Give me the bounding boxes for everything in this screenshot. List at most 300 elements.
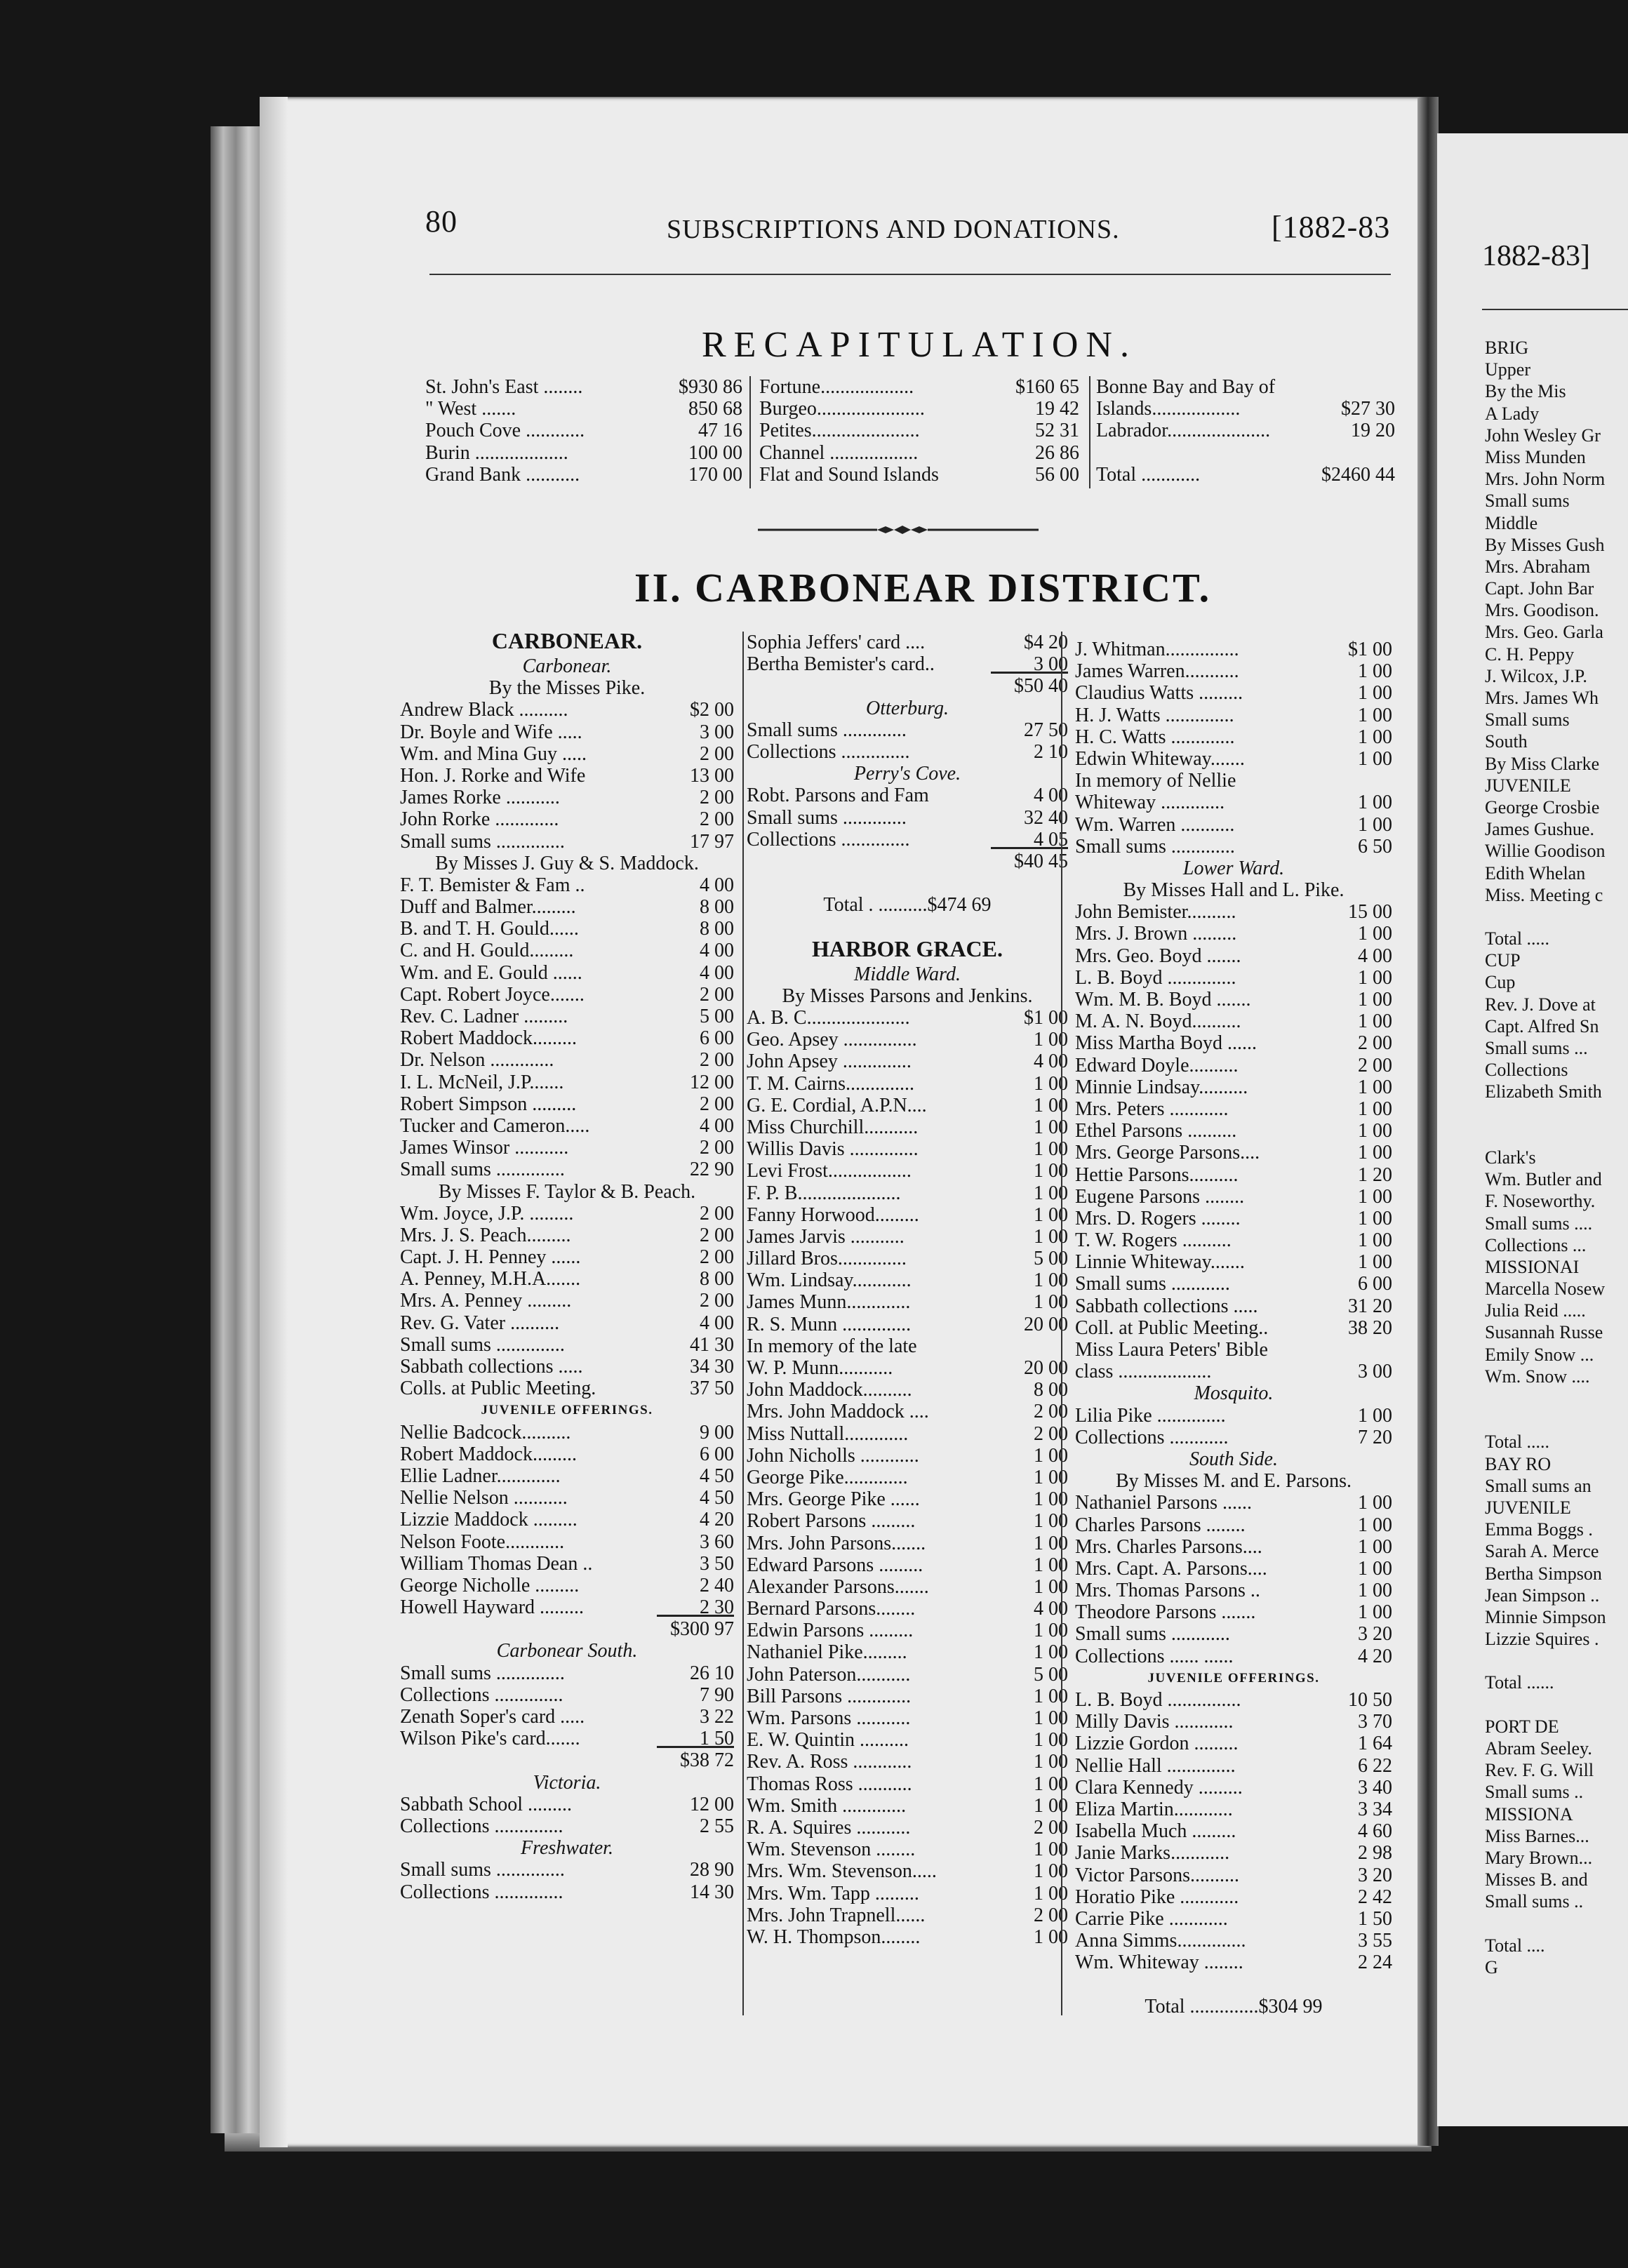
entry-name: Lizzie Gordon ......... (1075, 1733, 1239, 1755)
recap-row (759, 398, 1079, 420)
entry-name: Bill Parsons ............. (747, 1685, 912, 1707)
list-item (1075, 814, 1392, 836)
list-item (1075, 1865, 1392, 1886)
entry-name: I. L. McNeil, J.P....... (400, 1071, 564, 1093)
right-page-line: Marcella Nosew (1485, 1279, 1606, 1300)
right-page-line: Rev. F. G. Will (1485, 1760, 1594, 1781)
right-page-line: Mrs. James Wh (1485, 688, 1599, 708)
entry-name: Collections .............. (747, 740, 910, 763)
district-title: II. CARBONEAR DISTRICT. (634, 565, 1212, 611)
subsection-heading: Victoria. (533, 1771, 601, 1794)
recap-row (1096, 420, 1395, 441)
list-item (747, 1291, 1068, 1313)
right-page-line: MISSIONAI (1485, 1256, 1580, 1277)
list-item (1075, 1229, 1392, 1251)
list-item (747, 1050, 1068, 1072)
list-item (1075, 1820, 1392, 1842)
recap-divider-1 (749, 376, 751, 488)
right-page-line: MISSIONA (1485, 1803, 1573, 1825)
right-page-line: Julia Reid ..... (1485, 1300, 1586, 1321)
right-page-line (1485, 1913, 1628, 1935)
right-page-line: South (1485, 731, 1528, 752)
right-page-line: Susannah Russe (1485, 1322, 1603, 1343)
right-page-line (1485, 1650, 1628, 1672)
right-page-column (1485, 337, 1628, 1978)
entry-name: Isabella Much ......... (1075, 1820, 1236, 1843)
collector-heading: By the Misses Pike. (488, 677, 646, 700)
right-page-line: Lizzie Squires . (1485, 1629, 1599, 1650)
column-1 (400, 630, 734, 1903)
subsection-heading: Carbonear South. (496, 1640, 638, 1662)
entry-name: Wm. and Mina Guy ..... (400, 742, 587, 765)
entry-amount: 2 00 (1034, 1422, 1068, 1445)
entry-name: Alexander Parsons....... (747, 1575, 929, 1598)
right-page-line: Edith Whelan (1485, 862, 1586, 883)
recap-title: RECAPITULATION. (702, 325, 1137, 365)
entry-name: Miss Laura Peters' Bible (1075, 1339, 1268, 1361)
list-item (400, 1378, 734, 1399)
entry-name: F. P. B..................... (747, 1182, 901, 1204)
right-page-line: Miss. Meeting c (1485, 884, 1603, 905)
entry-amount: 1 00 (1034, 1160, 1068, 1182)
entry-amount: 6 00 (1358, 1273, 1392, 1295)
entry-name: Mrs. John Trapnell...... (747, 1904, 926, 1926)
list-item (400, 1115, 734, 1137)
list-item (400, 1815, 734, 1837)
entry-name: Miss Churchill........... (747, 1116, 919, 1138)
list-item (400, 1575, 734, 1596)
entry-name: Mrs. John Maddock .... (747, 1401, 929, 1423)
entry-name: Sabbath collections ..... (400, 1356, 583, 1378)
entry-amount: 2 00 (700, 787, 734, 809)
list-item (400, 1881, 734, 1903)
entry-name: Wm. Smith ............. (747, 1794, 907, 1817)
entry-name: Edwin Parsons ......... (747, 1620, 914, 1642)
entry-amount: 2 00 (1034, 1904, 1068, 1926)
entry-amount: 1 00 (1034, 1860, 1068, 1883)
entry-amount: 3 20 (1358, 1864, 1392, 1886)
entry-name: Whiteway ............. (1075, 792, 1225, 814)
entry-amount: 4 05 (1034, 828, 1068, 850)
recap-item-name: Channel .................. (759, 441, 919, 464)
list-item (400, 1268, 734, 1290)
entry-amount: 7 90 (700, 1683, 734, 1706)
entry-name: John Rorke ............. (400, 808, 559, 831)
entry-amount: 41 30 (690, 1333, 734, 1356)
right-page-line: Cup (1485, 972, 1516, 993)
subsection-heading: Freshwater. (521, 1837, 613, 1860)
entry-name: Sabbath School ......... (400, 1793, 572, 1815)
recap-item-amount: $27 30 (1341, 398, 1395, 420)
list-item (1075, 1755, 1392, 1777)
entry-amount: $300 97 (670, 1618, 734, 1641)
list-item (1075, 1208, 1392, 1229)
entry-amount: 3 70 (1358, 1711, 1392, 1733)
entry-amount: 9 00 (700, 1421, 734, 1443)
column-divider-2 (1061, 632, 1062, 2015)
right-page-line: Bertha Simpson (1485, 1563, 1602, 1584)
right-page-line: Mrs. John Norm (1485, 469, 1606, 490)
right-page-line: Small sums ... (1485, 1038, 1588, 1058)
right-page-line: Wm. Snow .... (1485, 1366, 1590, 1387)
list-item (1075, 1427, 1392, 1448)
entry-amount: 32 40 (1024, 806, 1068, 829)
entry-amount: 2 30 (700, 1596, 734, 1619)
right-page-line: Small sums (1485, 491, 1570, 512)
column-3 (1075, 639, 1392, 2017)
recap-column-3 (1096, 376, 1395, 486)
list-item (400, 1093, 734, 1115)
right-page-line (1485, 1125, 1628, 1147)
entry-amount: 3 22 (700, 1706, 734, 1728)
entry-name: C. and H. Gould......... (400, 940, 574, 962)
entry-amount: $38 72 (680, 1749, 734, 1772)
list-item (747, 1269, 1068, 1291)
entry-amount: 1 00 (1034, 1575, 1068, 1598)
entry-name: Willis Davis .............. (747, 1138, 919, 1161)
recap-item-name: St. John's East ........ (425, 376, 583, 398)
entry-name: Small sums .............. (400, 1159, 565, 1181)
list-item (400, 1203, 734, 1225)
recap-item-name: Labrador..................... (1096, 420, 1271, 442)
entry-amount: 1 00 (1358, 726, 1392, 748)
entry-name: M. A. N. Boyd.......... (1075, 1010, 1241, 1033)
entry-amount: 1 00 (1358, 1514, 1392, 1536)
entry-name: B. and T. H. Gould...... (400, 918, 579, 940)
entry-amount: 3 00 (1034, 653, 1068, 676)
right-page-line: Jean Simpson .. (1485, 1585, 1600, 1606)
list-item (400, 1422, 734, 1443)
list-item (747, 1488, 1068, 1510)
list-item (1075, 1558, 1392, 1580)
entry-name: Milly Davis ............ (1075, 1711, 1234, 1733)
list-item (747, 1839, 1068, 1860)
list-item (1075, 1514, 1392, 1536)
list-item (747, 1686, 1068, 1707)
entry-amount: $1 00 (1024, 1007, 1068, 1029)
entry-name: Bernard Parsons........ (747, 1598, 916, 1620)
entry-amount: 26 10 (690, 1662, 734, 1684)
entry-name: Mrs. Peters ............ (1075, 1098, 1229, 1120)
entry-name: Howell Hayward ......... (400, 1596, 585, 1619)
entry-amount: 6 22 (1358, 1754, 1392, 1777)
entry-name: Mrs. D. Rogers ........ (1075, 1207, 1241, 1229)
entry-amount: 1 00 (1358, 966, 1392, 989)
entry-name: Edward Doyle.......... (1075, 1054, 1239, 1076)
entry-amount: 1 00 (1358, 682, 1392, 705)
list-item (1075, 1142, 1392, 1163)
entry-amount: 1 00 (1358, 1142, 1392, 1164)
entry-amount: 1 00 (1358, 1492, 1392, 1514)
entry-amount: 13 00 (690, 764, 734, 787)
entry-name: Ethel Parsons .......... (1075, 1120, 1237, 1142)
entry-amount: 4 00 (700, 1312, 734, 1334)
entry-name: Nellie Hall .............. (1075, 1754, 1236, 1777)
list-item (1075, 1733, 1392, 1754)
entry-amount: 2 00 (700, 1290, 734, 1312)
entry-name: Small sums ............ (1075, 1273, 1230, 1295)
list-item (1075, 1055, 1392, 1076)
list-item (400, 743, 734, 765)
right-page-line: Wm. Butler and (1485, 1169, 1602, 1190)
list-item (1075, 1405, 1392, 1427)
entry-amount: 2 10 (1034, 740, 1068, 763)
entry-amount: $50 40 (1014, 675, 1068, 698)
entry-name: Mrs. George Pike ...... (747, 1488, 920, 1511)
list-item (400, 1006, 734, 1027)
entry-amount: 1 00 (1034, 1182, 1068, 1204)
right-page-line: J. Wilcox, J.P. (1485, 665, 1587, 686)
entry-name: class ................... (1075, 1361, 1212, 1383)
entry-amount: 4 00 (700, 961, 734, 984)
list-item (400, 1662, 734, 1684)
entry-name: Mrs. Geo. Boyd ....... (1075, 945, 1241, 967)
entry-name: Claudius Watts ......... (1075, 682, 1243, 705)
list-item (1075, 682, 1392, 704)
entry-amount: 3 50 (700, 1552, 734, 1575)
recap-item-amount: 52 31 (1035, 420, 1079, 442)
entry-amount: 1 00 (1034, 1926, 1068, 1948)
right-page-line: A Lady (1485, 403, 1540, 424)
list-item (400, 896, 734, 918)
recap-row (759, 442, 1079, 464)
right-page-line: C. H. Peppy (1485, 643, 1575, 665)
entry-name: Wm. and E. Gould ...... (400, 961, 582, 984)
recap-row (759, 376, 1079, 398)
list-item (747, 1641, 1068, 1663)
entry-amount: 1 00 (1358, 747, 1392, 770)
entry-name: T. W. Rogers .......... (1075, 1229, 1232, 1252)
recap-item-amount: $2460 44 (1321, 463, 1395, 486)
list-item (1075, 770, 1392, 792)
right-page-line: Emily Snow ... (1485, 1344, 1594, 1365)
entry-amount: 1 64 (1358, 1733, 1392, 1755)
list-item (400, 1794, 734, 1815)
entry-name: Zenath Soper's card ..... (400, 1706, 585, 1728)
right-page-line (1485, 906, 1628, 928)
list-item (1075, 1842, 1392, 1864)
list-item (747, 807, 1068, 829)
right-page-line: Clark's (1485, 1147, 1536, 1168)
list-item (1075, 1164, 1392, 1186)
right-page-line: PORT DE (1485, 1716, 1559, 1737)
list-item (747, 1926, 1068, 1948)
list-item (400, 1443, 734, 1465)
entry-name: Hon. J. Rorke and Wife (400, 764, 586, 787)
total-row: Total ..............$304 99 (1145, 1995, 1323, 2017)
right-page-line: By Misses Gush (1485, 534, 1605, 555)
book-gutter (1417, 97, 1439, 2146)
entry-amount: 12 00 (690, 1793, 734, 1815)
entry-name: Capt. J. H. Penney ...... (400, 1246, 581, 1269)
entry-name: Wm. Whiteway ........ (1075, 1952, 1243, 1974)
entry-amount: 1 00 (1358, 1120, 1392, 1142)
recap-item-amount: $160 65 (1015, 376, 1079, 398)
entry-amount: 14 30 (690, 1881, 734, 1903)
list-item (1075, 726, 1392, 748)
list-item (747, 1707, 1068, 1729)
entry-name: James Jarvis ........... (747, 1225, 905, 1248)
list-item (400, 940, 734, 961)
list-item (747, 1817, 1068, 1839)
right-page-line: Mrs. Goodison. (1485, 600, 1599, 621)
entry-amount: 4 00 (1034, 785, 1068, 807)
list-item (400, 984, 734, 1006)
list-item (747, 1029, 1068, 1050)
entry-amount: 1 00 (1034, 1094, 1068, 1116)
list-item (1075, 639, 1392, 660)
recap-item-name: Flat and Sound Islands (759, 463, 939, 486)
list-item (1075, 792, 1392, 813)
list-item (747, 829, 1068, 850)
entry-amount: 2 00 (700, 1202, 734, 1225)
list-item (1075, 1492, 1392, 1514)
entry-name: Thomas Ross ........... (747, 1773, 912, 1795)
entry-name: Mrs. Capt. A. Parsons.... (1075, 1557, 1267, 1580)
entry-name: Wm. Stevenson ........ (747, 1839, 916, 1861)
entry-name: Ellie Ladner............. (400, 1465, 561, 1487)
entry-amount: 1 00 (1358, 1535, 1392, 1558)
entry-name: G. E. Cordial, A.P.N.... (747, 1094, 927, 1116)
right-page-line: Small sums (1485, 709, 1570, 731)
list-item (747, 1598, 1068, 1620)
entry-name: Robert Maddock......... (400, 1027, 577, 1050)
entry-name: Nathaniel Parsons ...... (1075, 1492, 1252, 1514)
list-item (400, 1290, 734, 1312)
list-item (1075, 1886, 1392, 1908)
entry-amount: 1 00 (1358, 923, 1392, 945)
entry-amount: 1 00 (1034, 1510, 1068, 1533)
list-item (1075, 1908, 1392, 1930)
list-item (400, 1487, 734, 1509)
entry-name: Wm. Warren ........... (1075, 813, 1235, 836)
recap-item-name: " West ....... (425, 398, 516, 420)
entry-name: Clara Kennedy ......... (1075, 1776, 1243, 1799)
list-item (400, 787, 734, 808)
right-page-line: Total .... (1485, 1935, 1545, 1956)
right-page-line: CUP (1485, 950, 1521, 971)
page-shade (260, 97, 288, 2147)
entry-amount: 1 00 (1358, 1404, 1392, 1427)
entry-name: Mrs. Charles Parsons.... (1075, 1535, 1262, 1558)
entry-amount: 1 00 (1034, 1116, 1068, 1138)
list-item (747, 1182, 1068, 1204)
ornament-divider (758, 525, 1039, 535)
recap-row (1096, 398, 1395, 420)
entry-amount: 4 00 (1034, 1050, 1068, 1073)
list-item (1075, 748, 1392, 770)
list-item (400, 1706, 734, 1728)
entry-amount: 4 00 (1034, 1598, 1068, 1620)
right-page-line: Small sums .. (1485, 1891, 1584, 1912)
entry-amount: 1 00 (1358, 1557, 1392, 1580)
entry-amount: 1 00 (1034, 1269, 1068, 1292)
list-item (1075, 1361, 1392, 1382)
list-item (1075, 923, 1392, 945)
list-item (1075, 989, 1392, 1010)
list-item (400, 962, 734, 984)
list-item (400, 1356, 734, 1378)
list-item (400, 1465, 734, 1487)
list-item (400, 1684, 734, 1706)
entry-name: Collections ............ (1075, 1426, 1229, 1448)
entry-name: Coll. at Public Meeting.. (1075, 1316, 1269, 1339)
list-item (1075, 1120, 1392, 1142)
entry-amount: $40 45 (1014, 850, 1068, 872)
list-item (1075, 1251, 1392, 1273)
list-item (747, 1095, 1068, 1116)
entry-amount: 2 00 (700, 808, 734, 831)
entry-amount: 1 00 (1358, 704, 1392, 726)
column-2 (747, 632, 1068, 1948)
list-item (1075, 1623, 1392, 1645)
list-item (747, 1248, 1068, 1269)
entry-name: Wm. Lindsay............ (747, 1269, 912, 1292)
entry-amount: 38 20 (1348, 1316, 1392, 1339)
entry-amount: 3 00 (700, 721, 734, 743)
entry-name: Mrs. J. S. Peach......... (400, 1224, 571, 1246)
entry-name: Robert Simpson ......... (400, 1093, 577, 1115)
entry-name: Mrs. John Parsons....... (747, 1532, 926, 1554)
entry-amount: 1 00 (1034, 1532, 1068, 1554)
list-item (747, 1729, 1068, 1751)
list-item (1075, 1689, 1392, 1711)
list-item (400, 1137, 734, 1159)
list-item (747, 1204, 1068, 1226)
list-item (747, 1554, 1068, 1576)
entry-amount: 1 00 (1034, 1554, 1068, 1576)
entry-amount: 3 20 (1358, 1623, 1392, 1646)
list-item (1075, 1076, 1392, 1098)
list-item (400, 1531, 734, 1553)
right-page-line: BAY RO (1485, 1453, 1552, 1474)
entry-name: In memory of Nellie (1075, 770, 1236, 792)
entry-name: John Apsey .............. (747, 1050, 912, 1073)
list-item (1075, 967, 1392, 989)
entry-name: Anna Simms.............. (1075, 1930, 1246, 1952)
right-page-line: George Crosbie (1485, 796, 1600, 818)
entry-name: Mrs. Wm. Tapp ......... (747, 1882, 919, 1905)
entry-name: E. W. Quintin .......... (747, 1729, 909, 1752)
entry-amount: 1 00 (1358, 1229, 1392, 1252)
right-page-line: G (1485, 1956, 1498, 1977)
section-heading: CARBONEAR. (491, 628, 643, 653)
entry-name: Mrs. J. Brown ......... (1075, 923, 1237, 945)
entry-name: Collections .............. (747, 828, 910, 850)
entry-name: Mrs. Wm. Stevenson..... (747, 1860, 937, 1883)
right-page-line: Capt. Alfred Sn (1485, 1015, 1599, 1036)
list-item (747, 1007, 1068, 1029)
list-item (1075, 1930, 1392, 1952)
list-item (1075, 660, 1392, 682)
entry-name: Jillard Bros.............. (747, 1248, 907, 1270)
entry-amount: 3 60 (700, 1530, 734, 1553)
entry-name: W. P. Munn........... (747, 1357, 893, 1379)
page-number: 80 (425, 204, 458, 239)
right-page-line: Capt. John Bar (1485, 578, 1594, 599)
entry-name: Dr. Nelson ............. (400, 1049, 554, 1072)
list-item (747, 872, 1068, 894)
entry-name: Theodore Parsons ....... (1075, 1601, 1256, 1624)
entry-name: Lilia Pike .............. (1075, 1404, 1226, 1427)
list-item (400, 1553, 734, 1575)
list-item (1075, 1711, 1392, 1733)
list-item (747, 632, 1068, 653)
entry-name: Fanny Horwood......... (747, 1203, 919, 1226)
right-page-line: Total ..... (1485, 1432, 1550, 1453)
list-item (1075, 1580, 1392, 1601)
list-item (747, 1510, 1068, 1532)
